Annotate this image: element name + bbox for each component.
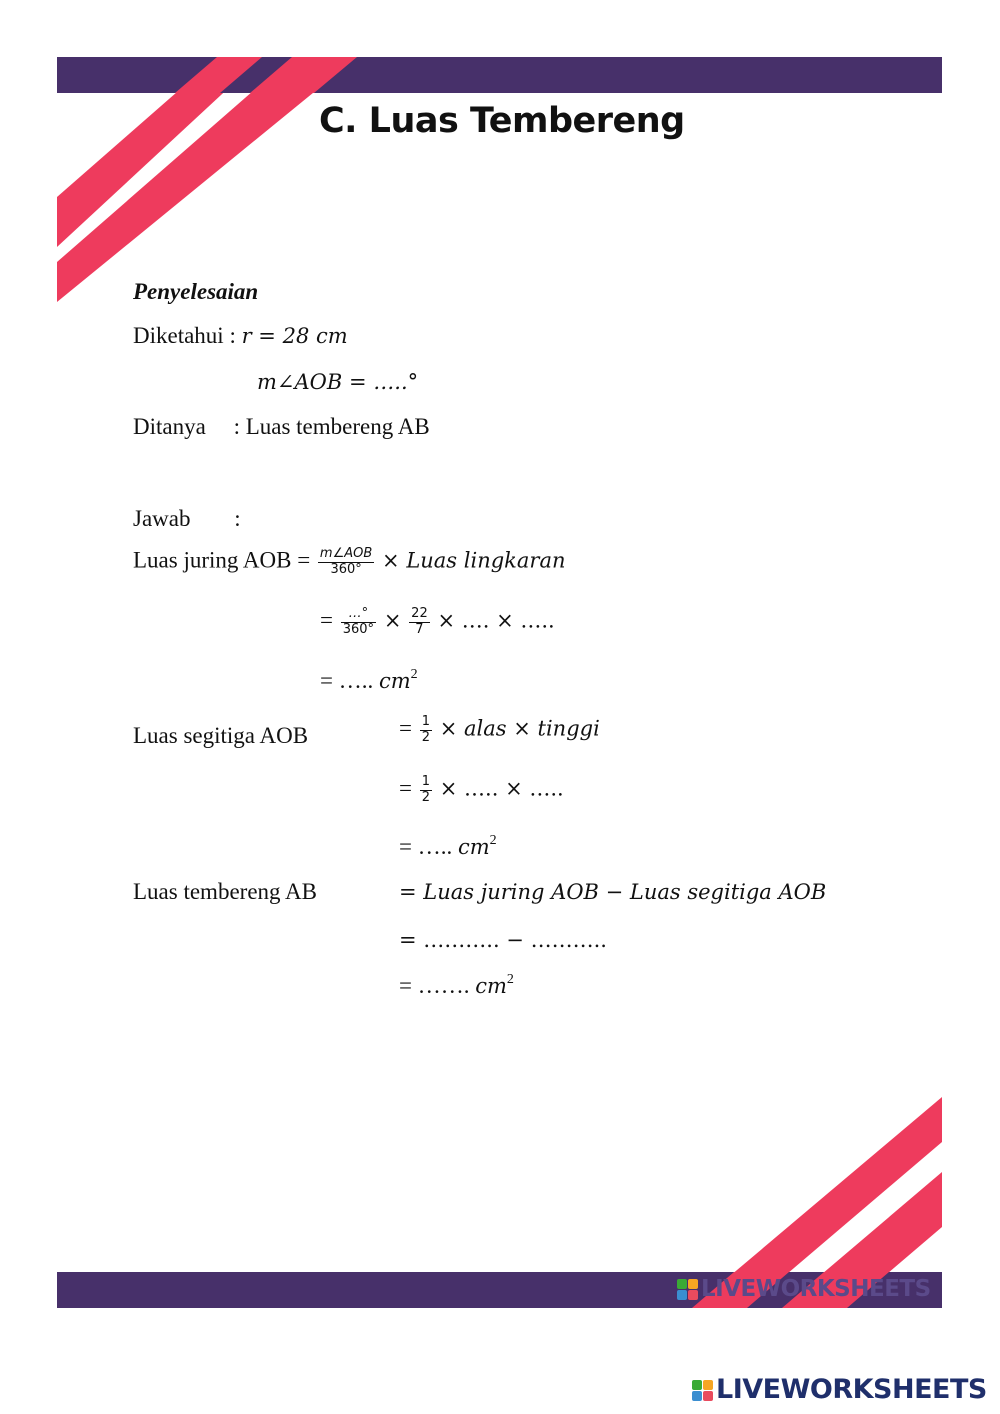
known-angle: m∠AOB = …..° (257, 370, 419, 394)
juring-frac-den: 360° (330, 561, 362, 577)
tembereng-step1: = ……….. − ……….. (399, 928, 607, 952)
juring-step1-frac-den: 360° (342, 621, 375, 637)
known-label: Diketahui : (133, 323, 236, 348)
answer-label: Jawab (133, 506, 191, 531)
half-fraction-2 (420, 775, 432, 806)
segitiga-result (399, 833, 497, 860)
segitiga-formula (399, 715, 600, 746)
page-title: C. Luas Tembereng (319, 101, 685, 141)
segitiga-step1-rest: × ….. × ….. (439, 776, 564, 801)
juring-frac-num: m∠AOB (319, 546, 373, 561)
logo-squares-icon (677, 1279, 698, 1300)
juring-formula-rest: × Luas lingkaran (382, 548, 566, 573)
juring-step1-fraction (341, 607, 376, 638)
juring-step1-eq: = (320, 607, 333, 633)
pi-fraction (409, 607, 430, 638)
juring-result (320, 667, 418, 694)
asked-label: Ditanya (133, 414, 206, 439)
solution-heading: Penyelesaian (133, 279, 259, 304)
worksheet-page (57, 57, 942, 1309)
top-stripe-overlay-2 (250, 57, 357, 93)
tembereng-result-eq: = ……. (399, 973, 470, 998)
juring-result-exp: 2 (410, 667, 418, 682)
known-row (133, 323, 348, 349)
segitiga-step1-eq: = (399, 775, 412, 801)
asked-value: : Luas tembereng AB (233, 414, 430, 439)
half-frac-den-2: 2 (421, 789, 431, 805)
segitiga-result-eq: = ….. (399, 834, 453, 859)
answer-row (133, 506, 241, 532)
half-frac-num: 1 (421, 714, 431, 729)
tembereng-label: Luas tembereng AB (133, 879, 317, 904)
tembereng-result (399, 972, 514, 999)
tembereng-result-unit: cm (475, 974, 507, 998)
juring-formula (133, 547, 566, 578)
footer-logo-squares-icon (692, 1380, 713, 1401)
segitiga-step1 (399, 775, 564, 806)
segitiga-result-exp: 2 (489, 833, 497, 848)
tembereng-formula: = Luas juring AOB − Luas segitiga AOB (399, 880, 827, 904)
juring-label: Luas juring AOB = (133, 547, 311, 573)
page-watermark-text: LIVEWORKSHEETS (701, 1276, 931, 1302)
segitiga-result-unit: cm (457, 835, 490, 859)
segitiga-label: Luas segitiga AOB (133, 723, 309, 748)
pi-frac-num: 22 (411, 606, 428, 621)
asked-row (133, 414, 430, 440)
segitiga-formula-eq: = (399, 715, 412, 741)
half-frac-num-2: 1 (421, 774, 431, 789)
tembereng-result-exp: 2 (506, 972, 514, 987)
top-stripe-overlay-1 (175, 57, 262, 93)
juring-step1-times: × (383, 608, 402, 633)
segitiga-formula-rest: × alas × tinggi (439, 716, 600, 741)
juring-result-unit: cm (378, 669, 411, 693)
footer-logo-text: LIVEWORKSHEETS (716, 1374, 987, 1405)
juring-step1-rest: × …. × ….. (437, 608, 555, 633)
footer-logo[interactable] (692, 1374, 987, 1405)
decor-graphics (57, 57, 942, 1309)
half-fraction (420, 715, 432, 746)
pi-frac-den: 7 (415, 621, 424, 637)
juring-step1 (320, 607, 555, 638)
known-radius: r = 28 cm (241, 324, 348, 348)
page-watermark-logo (677, 1276, 931, 1302)
answer-colon: : (234, 506, 241, 531)
half-frac-den: 2 (421, 729, 431, 745)
juring-result-eq: = ….. (320, 668, 374, 693)
juring-fraction (318, 547, 374, 578)
juring-step1-frac-num: …° (341, 607, 376, 623)
